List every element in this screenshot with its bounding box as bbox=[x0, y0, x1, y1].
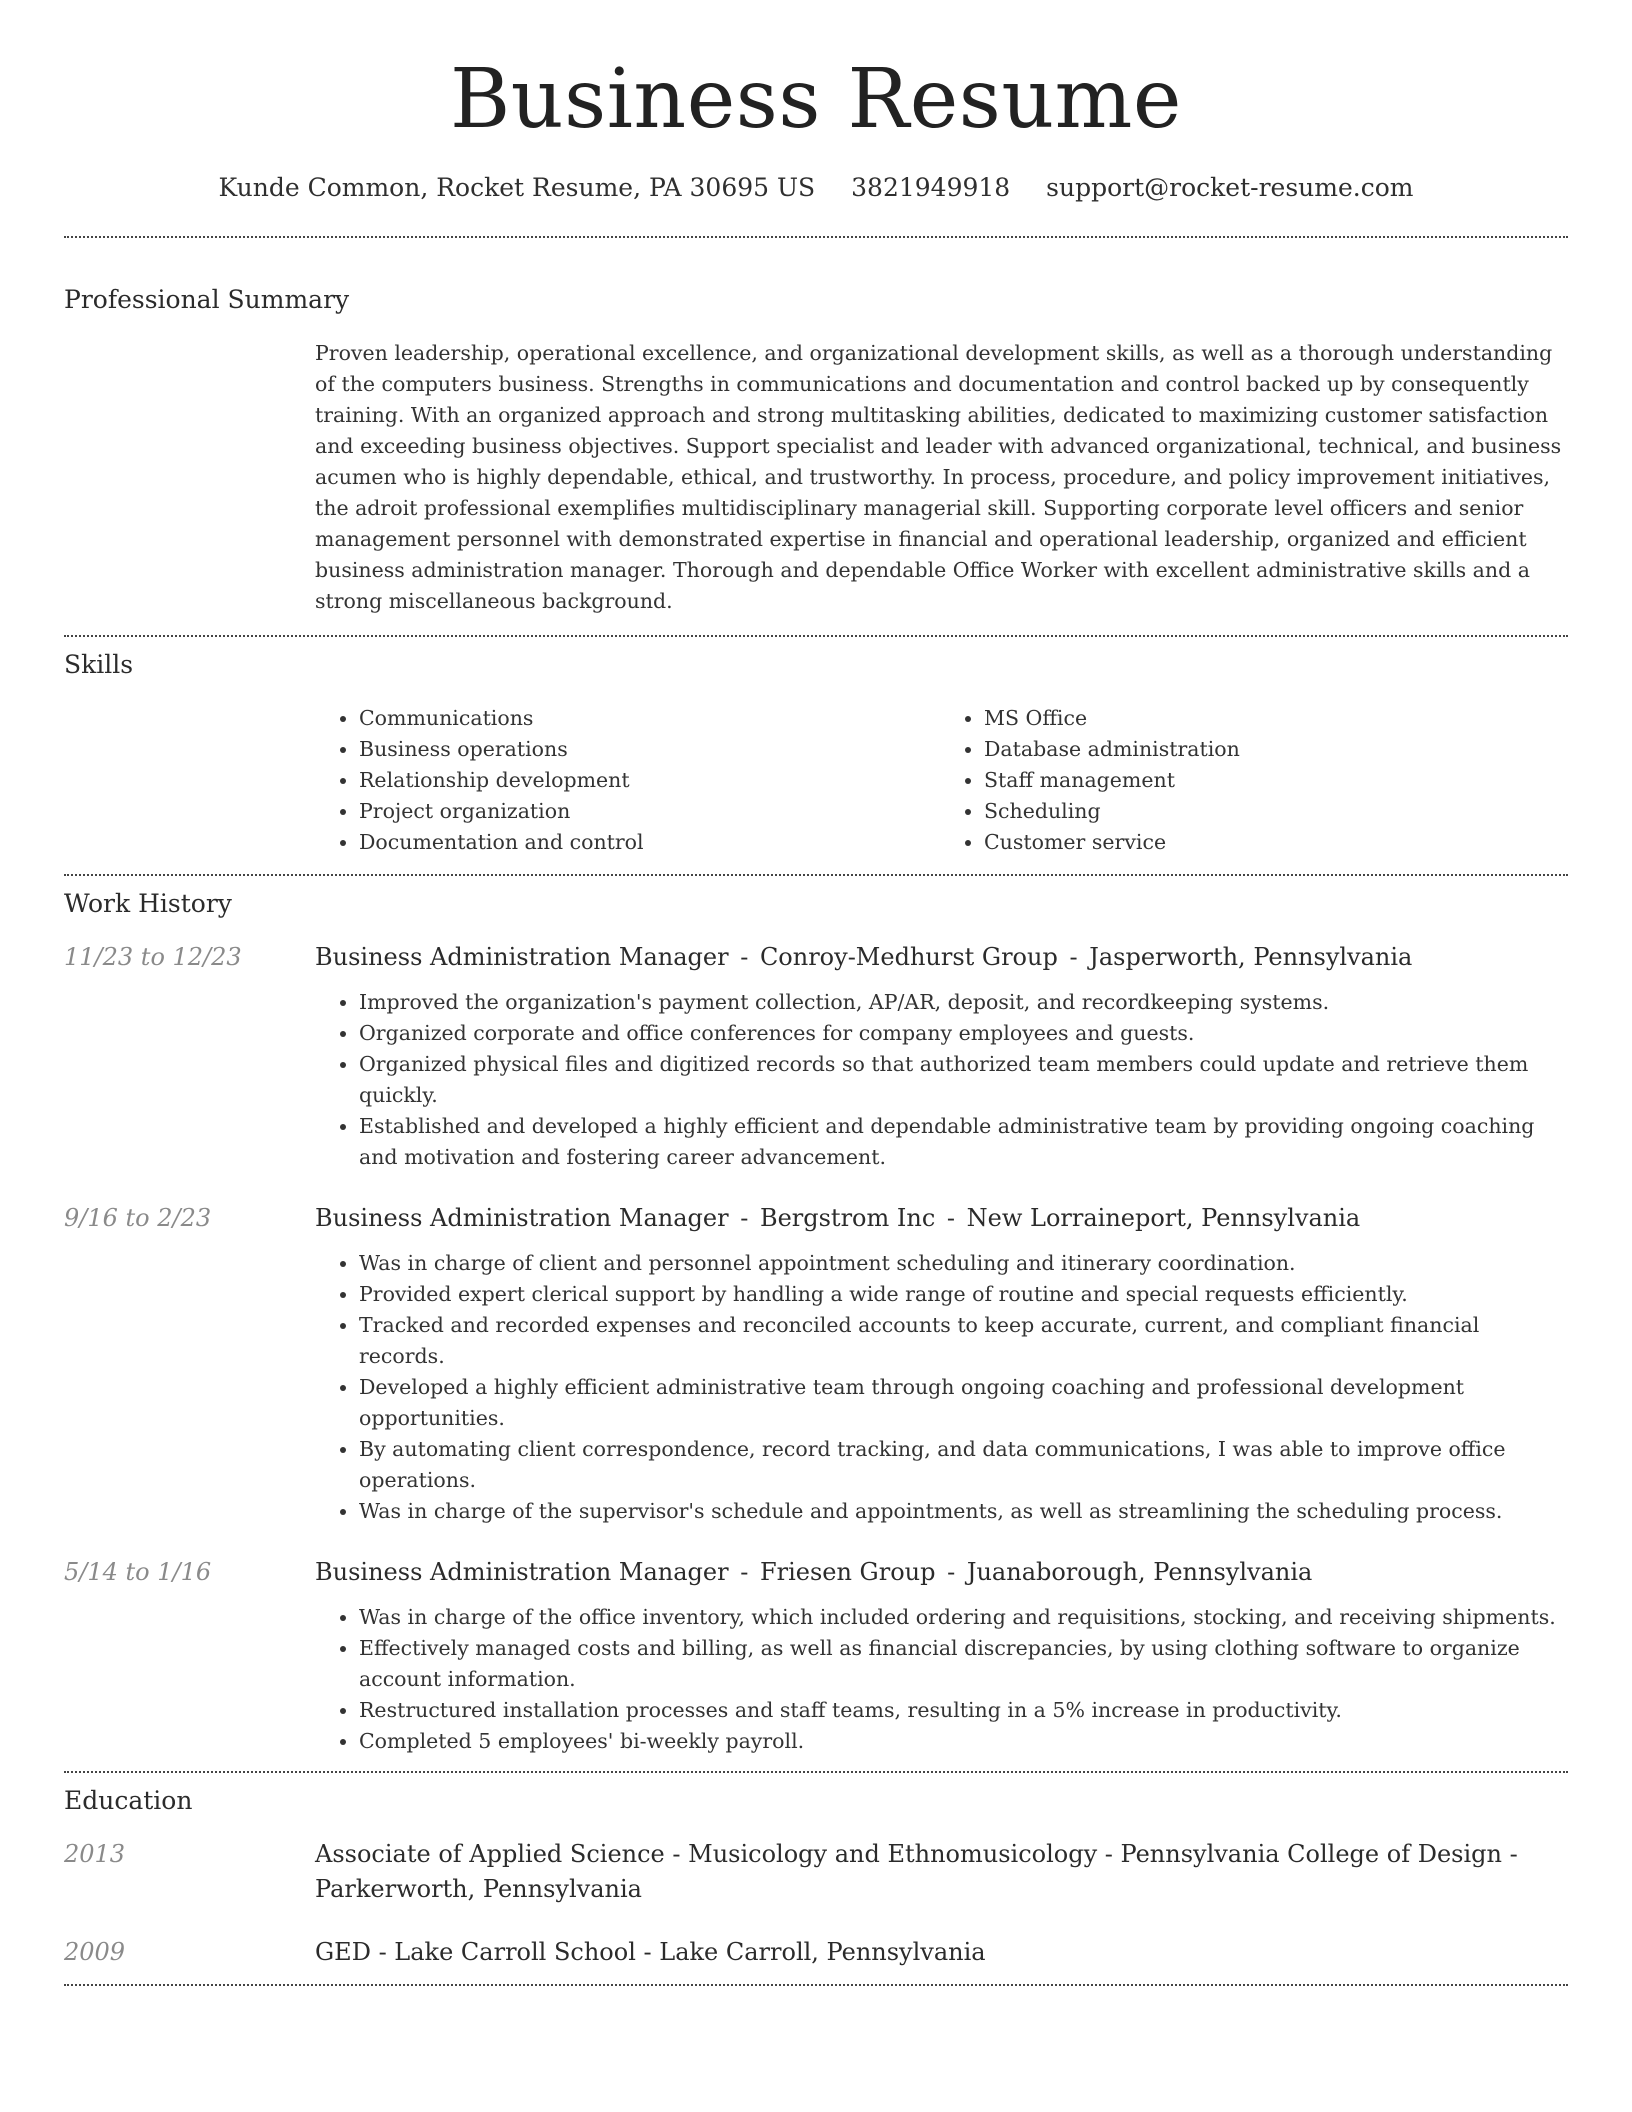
resume-header bbox=[64, 0, 1568, 204]
job-company: Friesen Group bbox=[759, 1558, 936, 1586]
section-title-skills: Skills bbox=[64, 650, 134, 679]
education-section bbox=[64, 1773, 1568, 1984]
skills-list-right bbox=[940, 703, 1565, 858]
skill-item: • Relationship development bbox=[359, 765, 940, 796]
job-bullet: • Organized corporate and office conferences for company employees and guests. bbox=[359, 1018, 1565, 1049]
skills-list-left bbox=[315, 703, 940, 858]
contact-address: Kunde Common, Rocket Resume, PA 30695 US bbox=[218, 173, 816, 202]
summary-text: Proven leadership, operational excellence, and organizational development skills, as well as a thorough understanding of the computers business. Strengths in communications and documentation and control backed up by consequently training. With an organized approach and strong multitasking abilities, dedicated to maximizing customer satisfaction and exceeding business objectives. Support specialist and leader with advanced organizational, technical, and business acumen who is highly dependable, ethical, and trustworthy. In process, procedure, and policy improvement initiatives, the adroit professional exemplifies multidisciplinary managerial skill. Supporting corporate level officers and senior management personnel with demonstrated expertise in financial and operational leadership, organized and efficient business administration manager. Thorough and dependable Office Worker with excellent administrative skills and a strong miscellaneous background. bbox=[315, 341, 1562, 613]
job-dates: 9/16 to 2/23 bbox=[64, 1204, 212, 1232]
contact-email: support@rocket-resume.com bbox=[1046, 173, 1414, 202]
job-title: Business Administration Manager - Friesen Group - Juanaborough, Pennsylvania bbox=[315, 1558, 1313, 1586]
job-location: Juanaborough, Pennsylvania bbox=[966, 1558, 1313, 1586]
education-text: Associate of Applied Science - Musicology and Ethnomusicology - Pennsylvania College of Design - Parkerworth, Pennsylvania bbox=[315, 1840, 1518, 1903]
job-bullet: • Organized physical files and digitized records so that authorized team members could update and retrieve them quickly. bbox=[359, 1049, 1565, 1111]
education-year: 2009 bbox=[64, 1938, 126, 1966]
resume-title: Business Resume bbox=[450, 52, 1182, 147]
job-entry bbox=[64, 1555, 1568, 1757]
skill-item: • MS Office bbox=[984, 703, 1565, 734]
job-bullets bbox=[315, 987, 1565, 1173]
section-title-summary: Professional Summary bbox=[64, 285, 350, 314]
job-title: Business Administration Manager - Bergstrom Inc - New Lorraineport, Pennsylvania bbox=[315, 1204, 1361, 1232]
job-role: Business Administration Manager bbox=[315, 1558, 729, 1586]
job-bullet: • Was in charge of the supervisor's schedule and appointments, as well as streamlining the scheduling process. bbox=[359, 1496, 1565, 1527]
job-bullet: • Was in charge of client and personnel appointment scheduling and itinerary coordination. bbox=[359, 1248, 1565, 1279]
skill-item: • Customer service bbox=[984, 827, 1565, 858]
education-entry bbox=[64, 1935, 1568, 1970]
job-bullet: • Provided expert clerical support by handling a wide range of routine and special requests efficiently. bbox=[359, 1279, 1565, 1310]
job-role: Business Administration Manager bbox=[315, 943, 729, 971]
job-bullet: • Developed a highly efficient administrative team through ongoing coaching and professional development opportunities. bbox=[359, 1372, 1565, 1434]
education-entry bbox=[64, 1837, 1568, 1907]
job-entry bbox=[64, 1201, 1568, 1527]
education-text: GED - Lake Carroll School - Lake Carroll, Pennsylvania bbox=[315, 1938, 986, 1966]
work-history-section bbox=[64, 876, 1568, 1771]
job-company: Conroy-Medhurst Group bbox=[759, 943, 1058, 971]
job-bullets bbox=[315, 1248, 1565, 1527]
section-title-work: Work History bbox=[64, 889, 232, 918]
job-bullet: • Established and developed a highly efficient and dependable administrative team by providing ongoing coaching and motivation and fostering career advancement. bbox=[359, 1111, 1565, 1173]
section-title-education: Education bbox=[64, 1786, 193, 1815]
skill-item: • Database administration bbox=[984, 734, 1565, 765]
skill-item: • Documentation and control bbox=[359, 827, 940, 858]
job-bullet: • Completed 5 employees' bi-weekly payroll. bbox=[359, 1726, 1565, 1757]
skill-item: • Staff management bbox=[984, 765, 1565, 796]
job-bullet: • Effectively managed costs and billing, as well as financial discrepancies, by using clothing software to organize account information. bbox=[359, 1633, 1565, 1695]
skill-item: • Scheduling bbox=[984, 796, 1565, 827]
divider bbox=[64, 1984, 1568, 1986]
job-title: Business Administration Manager - Conroy-Medhurst Group - Jasperworth, Pennsylvania bbox=[315, 943, 1413, 971]
job-dates: 11/23 to 12/23 bbox=[64, 943, 242, 971]
job-location: Jasperworth, Pennsylvania bbox=[1089, 943, 1413, 971]
job-company: Bergstrom Inc bbox=[759, 1204, 936, 1232]
job-entry bbox=[64, 940, 1568, 1173]
job-location: New Lorraineport, Pennsylvania bbox=[966, 1204, 1361, 1232]
job-bullet: • Improved the organization's payment collection, AP/AR, deposit, and recordkeeping systems. bbox=[359, 987, 1565, 1018]
job-bullets bbox=[315, 1602, 1565, 1757]
skill-item: • Project organization bbox=[359, 796, 940, 827]
education-year: 2013 bbox=[64, 1840, 126, 1868]
contact-line bbox=[64, 172, 1568, 204]
job-role: Business Administration Manager bbox=[315, 1204, 729, 1232]
contact-phone: 3821949918 bbox=[851, 173, 1011, 202]
job-dates: 5/14 to 1/16 bbox=[64, 1558, 212, 1586]
skill-item: • Business operations bbox=[359, 734, 940, 765]
job-bullet: • Tracked and recorded expenses and reconciled accounts to keep accurate, current, and compliant financial records. bbox=[359, 1310, 1565, 1372]
summary-section bbox=[64, 238, 1568, 635]
skills-section bbox=[64, 637, 1568, 874]
skill-item: • Communications bbox=[359, 703, 940, 734]
job-bullet: • Was in charge of the office inventory, which included ordering and requisitions, stocking, and receiving shipments. bbox=[359, 1602, 1565, 1633]
job-bullet: • Restructured installation processes and staff teams, resulting in a 5% increase in productivity. bbox=[359, 1695, 1565, 1726]
job-bullet: • By automating client correspondence, record tracking, and data communications, I was able to improve office operations. bbox=[359, 1434, 1565, 1496]
